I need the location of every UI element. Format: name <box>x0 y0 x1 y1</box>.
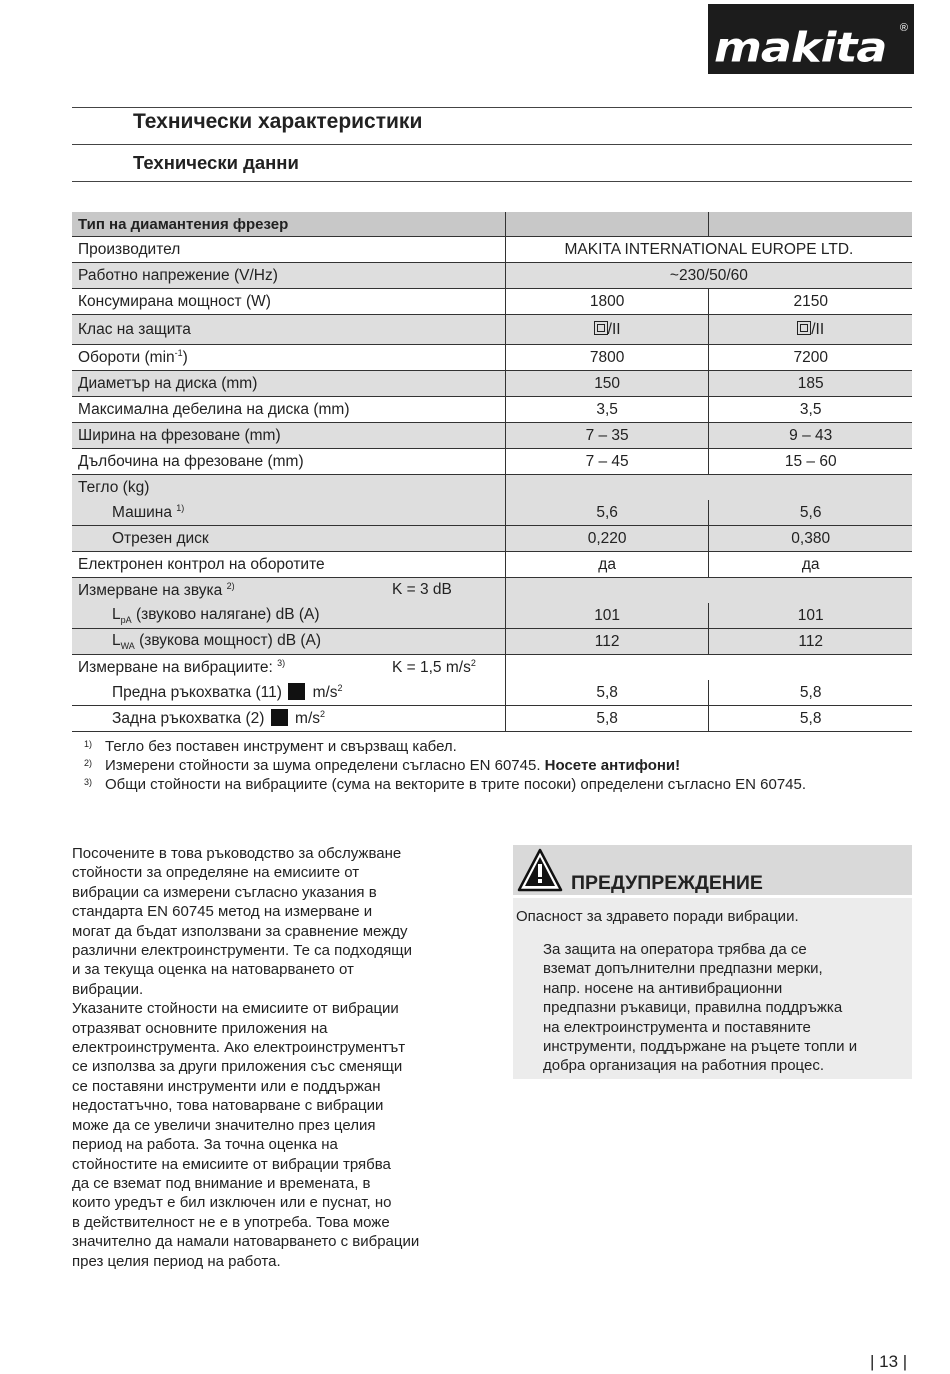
vibration-info-text: Посочените в това ръководство за обслужване стойности за определяне на емисиите от вибрации са измерени съгласно указания в стандарта EN 60745 метод на измерване и могат да бъдат използвани за сравнение между различни електроинструменти. Те са подходящи и за текуща оценка на натоварването от вибрации. Указаните стойности на емисиите от вибрации отразяват основните приложения на електроинструмента. Ако електроинструментът се използва за други приложения със сменящи се поставяни инструменти или е поддържан недостатъчно, това натоварване с вибрации може да се увеличи значително през целия период на работа. За точна оценка на стойностите на емисиите от вибрации трябва да се вземат под внимание и времената, в които уредът е бил изключен или е пуснат, но в действителност не е в употреба. Това може значително да намали натоварването с вибрации през целия период на работа. <box>72 845 420 1270</box>
table-row: Диаметър на диска (mm) 150 185 <box>72 371 912 397</box>
spec-table <box>72 212 912 732</box>
logo-wordmark: makita <box>714 22 887 72</box>
registered-mark: ® <box>899 22 908 34</box>
table-row: $L_{WA}$ (звукова мощност) dB (A) 112 112 <box>72 629 912 655</box>
page-number: | 13 | <box>870 1352 908 1371</box>
warning-subtitle: Опасност за здравето поради вибрации. <box>516 908 799 925</box>
divider <box>72 107 912 108</box>
warning-triangle-icon <box>517 848 563 892</box>
section-title: Технически данни <box>133 152 299 173</box>
page-title: Технически характеристики <box>133 110 423 133</box>
footnote: 2) Измерени стойности за шума определени съгласно EN 60745. Носете антифони! <box>84 757 681 774</box>
warning-header <box>513 845 912 895</box>
protection-class-icon <box>594 321 608 335</box>
footnote: 1) Тегло без поставен инструмент и свързващ кабел. <box>84 738 457 755</box>
table-row: Машина $^{1)}$ 5,6 5,6 <box>72 500 912 526</box>
table-row: Ширина на фрезоване (mm) 7 – 35 9 – 43 <box>72 423 912 449</box>
table-row: Дълбочина на фрезоване (mm) 7 – 45 15 – 60 <box>72 449 912 475</box>
table-row: Задна ръкохватка (2) $m/s^2$ 5,8 5,8 <box>72 706 912 732</box>
table-row: Електронен контрол на оборотите да да <box>72 552 912 578</box>
warning-text: За защита на оператора трябва да се вземат допълнителни предпазни мерки, напр. носене на антивибрационни предпазни ръкавици, правилна поддръжка на електроинструмента и поставяните инструменти, поддържане на ръцете топли и добра организация на работния процес. <box>543 941 858 1075</box>
table-row: Отрезен диск 0,220 0,380 <box>72 526 912 552</box>
vibration-square-icon <box>271 709 288 726</box>
table-row: Клас на защита /II /II <box>72 315 912 345</box>
table-row: $L_{pA}$ (звуково налягане) dB (A) 101 101 <box>72 603 912 629</box>
divider <box>72 144 912 145</box>
table-row: Работно напрежение (V/Hz) ~230/50/60 <box>72 263 912 289</box>
table-row: Измерване на звука $^{2)}$ K = 3 dB <box>72 578 912 604</box>
table-head-label: Тип на диамантения фрезер <box>72 212 505 237</box>
footnote: 3) Общи стойности на вибрациите (сума на векторите в трите посоки) определени съгласно EN 60745. <box>84 776 807 793</box>
table-row: Тегло (kg) <box>72 475 912 501</box>
warning-title: ПРЕДУПРЕЖДЕНИЕ <box>571 872 763 894</box>
table-header-row <box>72 212 912 237</box>
table-row: Консумирана мощност (W) 1800 2150 <box>72 289 912 315</box>
footnotes <box>84 737 806 794</box>
table-row: Производител MAKITA INTERNATIONAL EUROPE LTD. <box>72 237 912 263</box>
vibration-square-icon <box>288 683 305 700</box>
protection-class-icon <box>797 321 811 335</box>
warning-body <box>513 898 912 1079</box>
divider <box>72 181 912 182</box>
table-row: Предна ръкохватка (11) $m/s^2$ 5,8 5,8 <box>72 680 912 706</box>
makita-logo <box>708 4 914 74</box>
table-row: Измерване на вибрациите: $^{3)}$ K = 1,5 $m/s^2$ <box>72 655 912 681</box>
table-row: Обороти $(\min^{-1})$ 7800 7200 <box>72 345 912 371</box>
table-row: Максимална дебелина на диска (mm) 3,5 3,5 <box>72 397 912 423</box>
